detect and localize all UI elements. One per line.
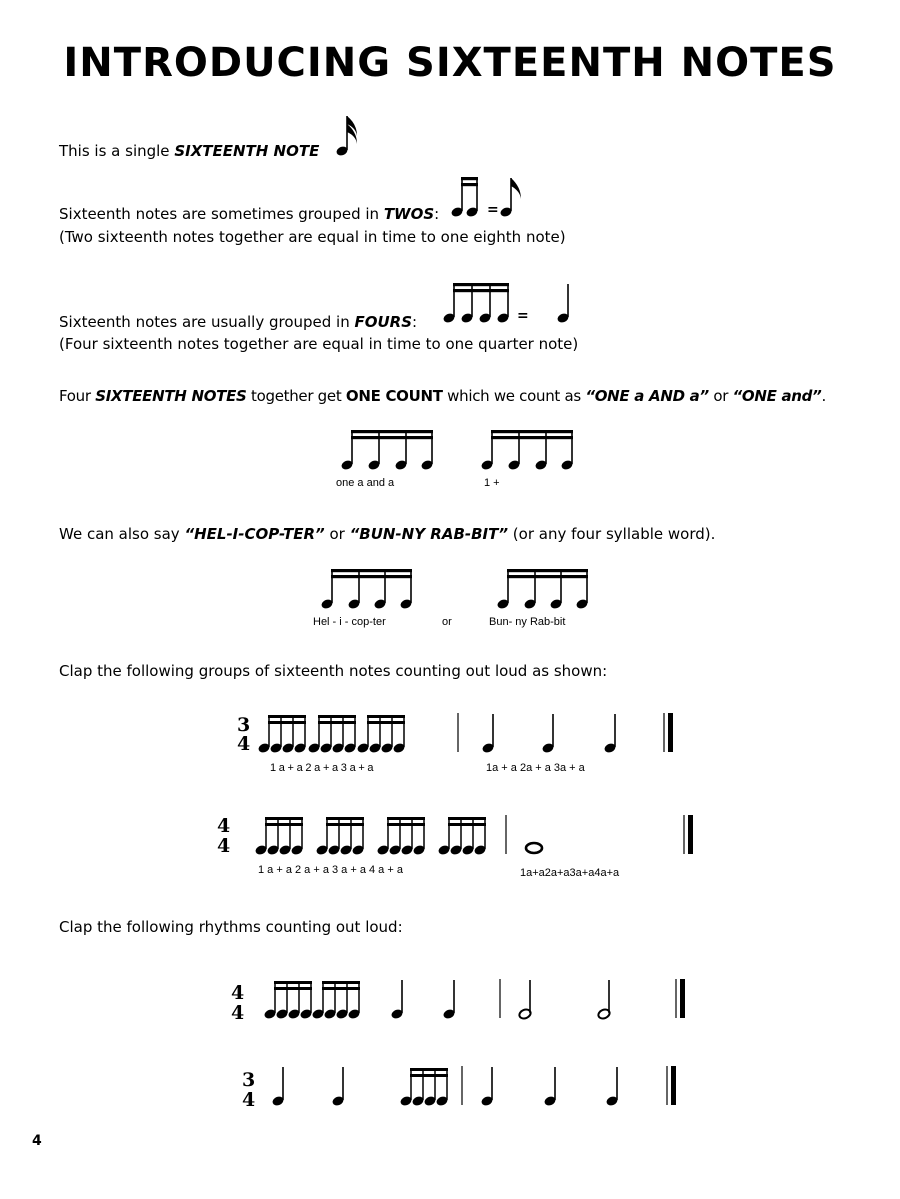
clap-rhythms-text: Clap the following rhythms counting out loud: [59,918,403,936]
count-b2: ONE COUNT [345,387,443,405]
twos-note: (Two sixteenth notes together are equal in time to one eighth note) [59,228,566,246]
single-sixteenth-note [335,116,357,157]
count-p4: or [708,387,733,405]
ex2-time-top: 4 [217,815,231,837]
ex1-time-top: 3 [237,714,251,736]
group-one-a-and-a [340,430,434,471]
count-ex2-a: 1 a + a 2 a + a 3 a + a 4 a + a [258,864,403,876]
count-one-a-and-a: one a and a [336,477,395,489]
exercise-1 [237,713,673,755]
page-title: INTRODUCING SIXTEENTH NOTES [63,40,837,86]
count-ex2-b: 1a+a2a+a3a+a4a+a [520,867,620,879]
equals-sign-1: = [487,202,499,218]
ex3-time-bottom: 4 [231,1002,245,1024]
count-b3: “ONE a AND a” [585,387,709,405]
count-b1: SIXTEENTH NOTES [95,387,247,405]
words-b1: “HEL-I-COP-TER” [184,525,325,543]
fours-note: (Four sixteenth notes together are equal in time to one quarter note) [59,335,579,353]
fours-pre: Sixteenth notes are usually grouped in [59,313,355,331]
count-ex1-a: 1 a + a 2 a + a 3 a + a [270,762,374,774]
clap-groups-text: Clap the following groups of sixteenth notes counting out loud as shown: [59,662,608,680]
group-bunny-rabbit [496,569,589,610]
group-helicopter [320,569,413,610]
group-one-and [480,430,574,471]
count-or: or [442,616,452,628]
fours-post: : [412,313,418,331]
count-p2: together get [246,387,346,405]
count-p3: which we count as [442,387,586,405]
words-p3: (or any four syllable word). [508,525,716,543]
words-p2: or [324,525,350,543]
twos-bold: TWOS [383,205,435,223]
count-ex1-b: 1a + a 2a + a 3a + a [486,762,585,774]
twos-equation [450,177,521,218]
single-bold: SIXTEENTH NOTE [174,142,320,160]
fours-bold: FOURS [354,313,413,331]
count-helicopter: Hel - i - cop-ter [313,616,386,628]
twos-pre: Sixteenth notes are sometimes grouped in [59,205,384,223]
ex1-time-bottom: 4 [237,733,251,755]
single-pre: This is a single [59,142,175,160]
fours-equation [442,283,570,324]
ex4-time-top: 3 [242,1069,256,1091]
exercise-3 [231,979,685,1024]
page-number: 4 [32,1133,42,1149]
count-p5: . [821,387,826,405]
exercise-4 [242,1066,676,1111]
count-b4: “ONE and” [732,387,822,405]
count-one-plus: 1 + [484,477,500,489]
ex3-time-top: 4 [231,982,245,1004]
equals-sign-2: = [517,308,529,324]
exercise-2 [217,815,693,857]
ex4-time-bottom: 4 [242,1089,256,1111]
twos-post: : [434,205,440,223]
words-p1: We can also say [59,525,185,543]
count-p1: Four [59,387,96,405]
words-b2: “BUN-NY RAB-BIT” [349,525,509,543]
count-bunny: Bun- ny Rab-bit [489,616,566,628]
ex2-time-bottom: 4 [217,835,231,857]
